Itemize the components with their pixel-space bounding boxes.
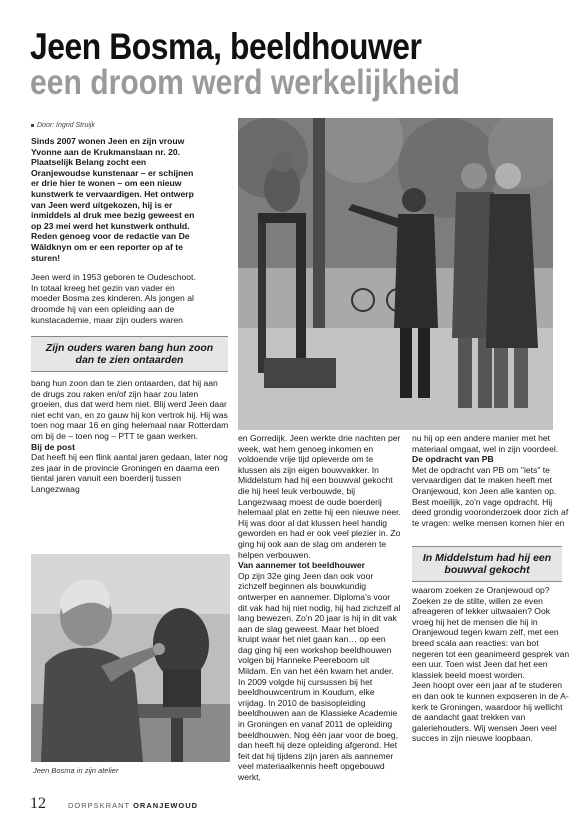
magazine-prefix: DORPSKRANT [68,801,130,810]
magazine-title: ORANJEWOUD [133,801,199,810]
paragraph: Met de opdracht van PB om "iets" te vervaardigen dat te maken heeft met Oranjewoud, kon Jeen alle kanten op. Best moeilijk, zo'n vage opdracht. Hij deed grondig vooronderzoek door zich af te vragen: welke mensen komen hier en [412,464,569,528]
bullet-square-icon [31,124,34,127]
page-number: 12 [30,795,46,812]
article-title: Jeen Bosma, beeldhouwer [30,26,422,67]
paragraph: Dat heeft hij een flink aantal jaren gedaan, later nog zes jaar in de provincie Groningen en daarna een tiental jaren vanuit een boerderij tussen Langezwaag [31,452,228,494]
paragraph: waarom zoeken ze Oranjewoud op? Zoeken ze de stilte, willen ze even afreageren of lekker uitwaaien? Ook vroeg hij het de mensen die hij in Oranjewoud tegen kwam zelf, met een breed scala aan reacties: van bot negeren tot een geanimeerd gesprek van een uur. Toen wist Jeen dat het een klassiek beeld moest worden. [412,585,570,680]
paragraph: en Gorredijk. Jeen werkte drie nachten per week, wat hem genoeg inkomen en voldoende vrije tijd opleverde om te klussen als zijn eigen bouwvakker. In Middelstum had hij een bouwval gekocht die hij heel leuk verbouwde, bij Langezwaag moest de oude boerderij helemaal plat en zette hij een nieuwe neer. Hij was door al dat klussen heel handig geworden en had er ook veel plezier in. Zo ging hij ook aan de slag om anderen te helpen verbouwen. [238,433,401,560]
subheading: Van aannemer tot beeldhouwer [238,560,366,571]
byline [31,122,95,129]
column-1-bottom [31,378,229,495]
pull-quote: In Middelstum had hij een bouwval gekocht [412,546,562,582]
intro-paragraph: Sinds 2007 wonen Jeen en zijn vrouw Yvonne aan de Krukmanslaan nr. 20. Plaatselijk Belang zocht een Oranjewoudse kunstenaar – er schijnen er drie hier te wonen – om een nieuw kunstwerk te vervaardigen. Het ontwerp van Jeen werd uitgekozen, hij is er inmiddels al druk mee bezig geweest en op 23 mei werd het kunstwerk onthuld. Reden genoeg voor de redactie van De Wâldknyn om er een reporter op af te sturen! [31,136,195,263]
artist-studio-image [31,554,230,762]
paragraph: Jeen werd in 1953 geboren te Oudeschoot. In totaal kreeg het gezin van vader en moeder Bosma zes kinderen. Als jongen al droomde hij van een opleiding aan de kunstacademie, maar zijn ouders waren [31,272,196,325]
unveiling-image [238,118,553,430]
photo-caption: Jeen Bosma in zijn atelier [33,766,119,775]
subheading: Bij de post [31,441,75,452]
paragraph: Op zijn 32e ging Jeen dan ook voor zichzelf beginnen als bouwkundig ontwerper en aannemer. Diploma's voor dit vak had hij niet nodig, hij had zichzelf al lang bewezen. Zo'n 20 jaar is hij in dit vak aan de slag geweest. Maar het bloed kruipt waar het niet gaan kan… op een dag ging hij een workshop beeldhouwen volgen bij Hanneke Peereboom uit Mildam. En van het één kwam het ander. In 2009 volgde hij cursussen bij het beeldhouwcentrum in Koudum, elke vrijdag. In 2010 de basisopleiding beeldhouwen aan de Klassieke Academie in Groningen en vanaf 2011 de opleiding beeldhouwen. Nog één jaar voor de boeg, dan heeft hij deze opleiding afgerond. Het feit dat hij tijdens zijn jaren als aannemer veel materiaalkennis heeft opgebouwd werkt, [238,570,401,782]
pull-quote: Zijn ouders waren bang hun zoon dan te zien ontaarden [31,336,228,372]
paragraph: bang hun zoon dan te zien ontaarden, dat hij aan de drugs zou raken en/of zijn haar zou laten groeien, dus dat werd hem niet. Blij werd Jeen daar niet echt van, en zo gauw hij kon vertrok hij. Hij was toen nog maar 16 en ging helemaal naar Rotterdam om bij de – toen nog – PTT te gaan werken. [31,378,229,441]
paragraph: Jeen hoopt over een jaar af te studeren en dan ook te kunnen exposeren in de A-kerk te Groningen, waardoor hij wellicht de aandacht gaat trekken van galeriehouders. Wij wensen Jeen veel succes in zijn nieuwe loopbaan. [412,680,569,744]
magazine-name [68,801,198,810]
photo-artist-studio [31,554,230,762]
subheading: De opdracht van PB [412,454,494,465]
article-subtitle: een droom werd werkelijkheid [30,63,460,102]
paragraph: nu hij op een andere manier met het materiaal omgaat, wel in zijn voordeel. [412,433,559,454]
column-1-top [31,136,203,325]
column-2 [238,433,401,783]
byline-text: Door: Ingrid Struijk [37,122,95,129]
photo-unveiling [238,118,553,430]
column-3-top [412,433,570,528]
column-3-bottom [412,585,572,744]
